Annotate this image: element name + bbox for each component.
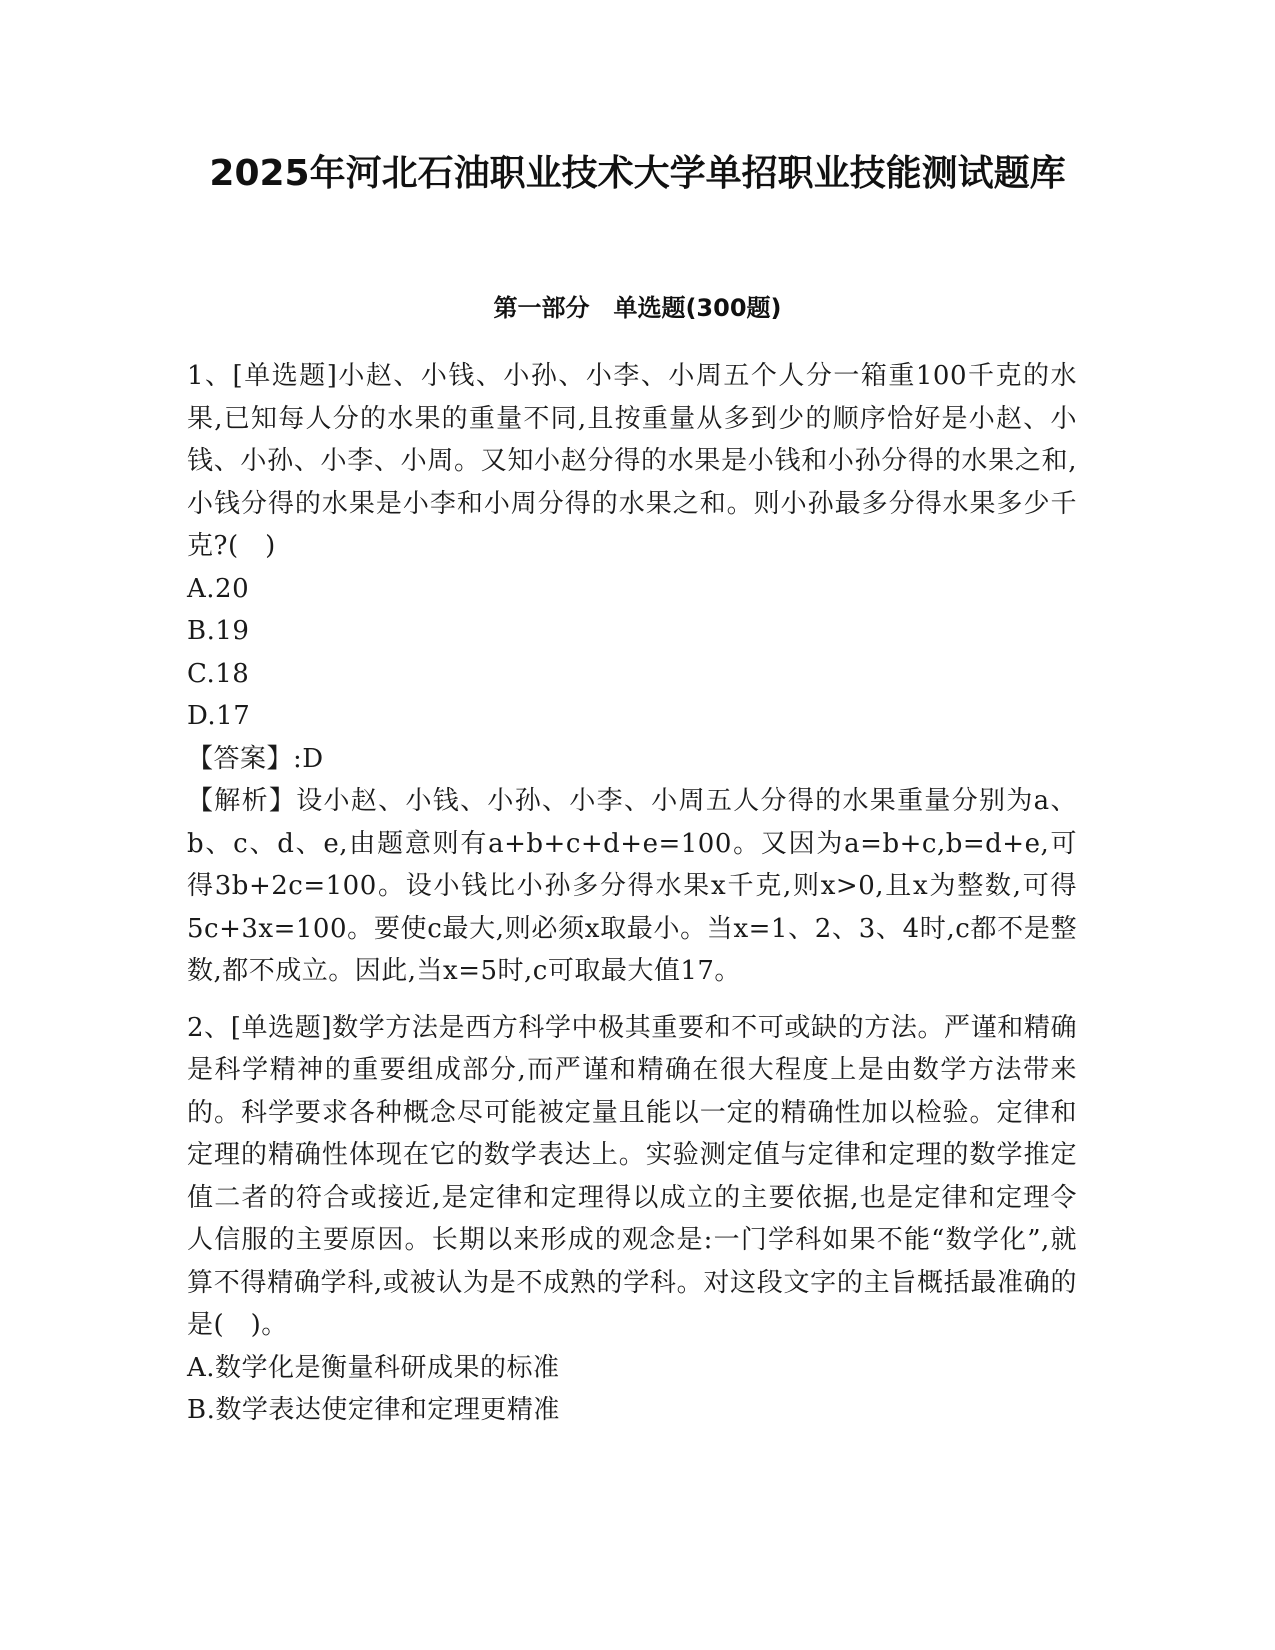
question-1 — [187, 355, 1077, 993]
option-a: A.20 — [187, 573, 250, 604]
answer-line: 【答案】:D — [187, 743, 324, 774]
section-title: 第一部分 单选题(300题) — [493, 294, 782, 322]
question-stem: 1、[单选题]小赵、小钱、小孙、小李、小周五个人分一箱重100千克的水果,已知每人分的水果的重量不同,且按重量从多到少的顺序恰好是小赵、小钱、小孙、小李、小周。又知小赵分得的水果是小钱和小孙分得的水果之和,小钱分得的水果是小李和小周分得的水果之和。则小孙最多分得水果多少千克?( ) — [187, 361, 1077, 561]
option-b: B.19 — [187, 616, 250, 646]
document-title: 2025年河北石油职业技术大学单招职业技能测试题库 — [209, 153, 1066, 194]
option-d: D.17 — [187, 701, 251, 731]
question-stem: 2、[单选题]数学方法是西方科学中极其重要和不可或缺的方法。严谨和精确是科学精神的重要组成部分,而严谨和精确在很大程度上是由数学方法带来的。科学要求各种概念尽可能被定量且能以一定的精确性加以检验。定律和定理的精确性体现在它的数学表达上。实验测定值与定律和定理的数学推定值二者的符合或接近,是定律和定理得以成立的主要依据,也是定律和定理令人信服的主要原因。长期以来形成的观念是:一门学科如果不能“数学化”,就算不得精确学科,或被认为是不成熟的学科。对这段文字的主旨概括最准确的是( )。 — [187, 1012, 1077, 1340]
question-list — [187, 355, 1077, 1432]
option-c: C.18 — [187, 658, 250, 689]
option-b: B.数学表达使定律和定理更精准 — [187, 1395, 560, 1425]
question-2 — [187, 1007, 1077, 1432]
option-a: A.数学化是衡量科研成果的标准 — [187, 1352, 560, 1383]
analysis-paragraph: 【解析】设小赵、小钱、小孙、小李、小周五人分得的水果重量分别为a、b、c、d、e,由题意则有a+b+c+d+e=100。又因为a=b+c,b=d+e,可得3b+2c=100。设小钱比小孙多分得水果x千克,则x>0,且x为整数,可得5c+3x=100。要使c最大,则必须x取最小。当x=1、2、3、4时,c都不是整数,都不成立。因此,当x=5时,c可取最大值17。 — [187, 786, 1077, 986]
